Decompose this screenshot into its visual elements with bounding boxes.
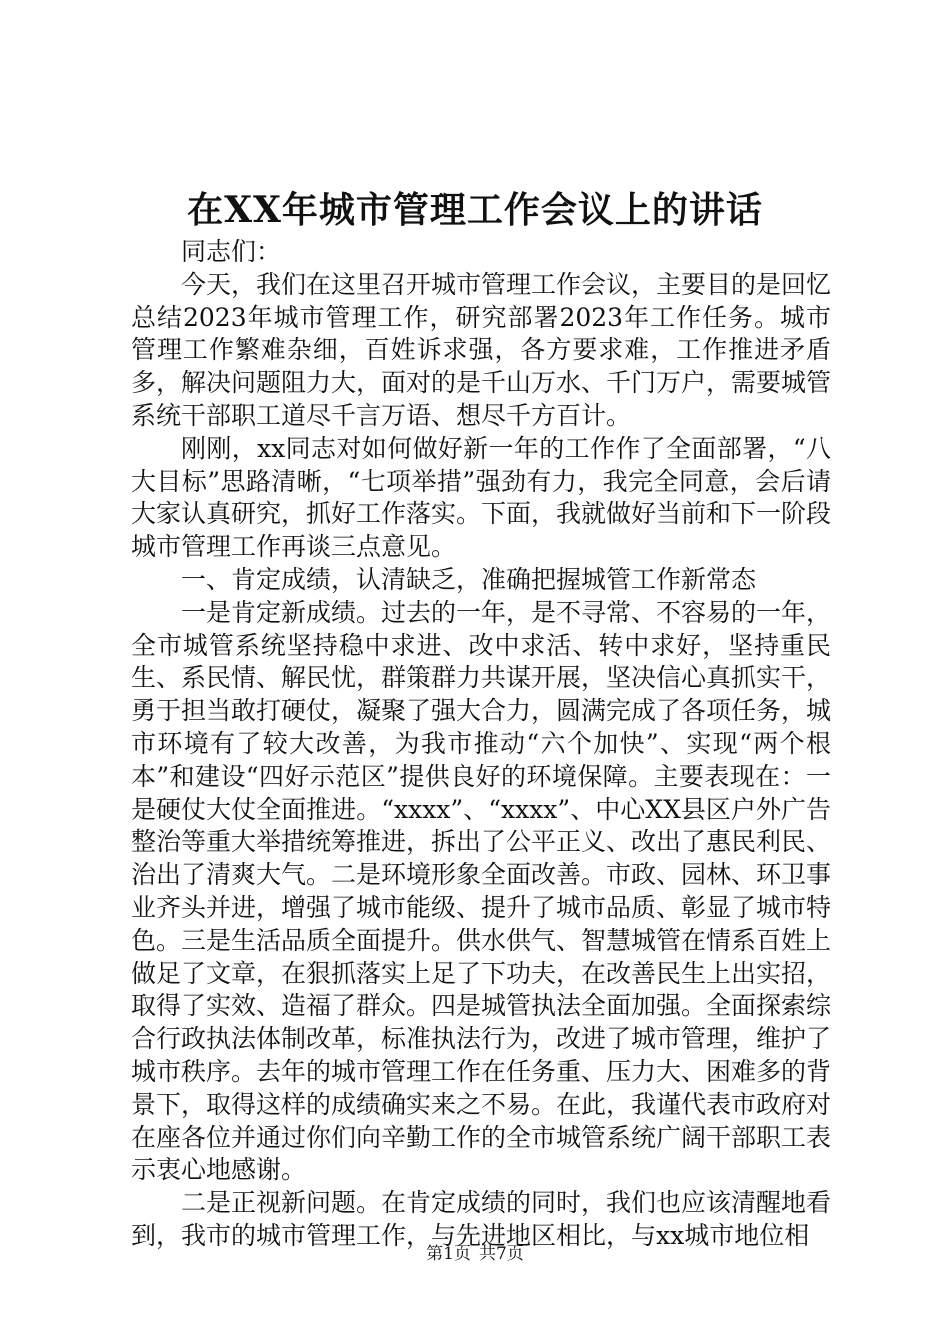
body-paragraph: 一是肯定新成绩。过去的一年，是不寻常、不容易的一年，全市城管系统坚持稳中求进、改中求活、转中求好，坚持重民生、系民情、解民忧，群策群力共谋开展，坚决信心真抓实干，勇于担当敢打硬仗，凝聚了强大合力，圆满完成了各项任务，城市环境有了较大改善，为我市推动“六个加快”、实现“两个根本”和建设“四好示范区”提供良好的环境保障。主要表现在：一是硬仗大仗全面推进。“xxxx”、“xxxx”、中心XX县区户外广告整治等重大举措统筹推进，拆出了公平正义、改出了惠民利民、治出了清爽大气。二是环境形象全面改善。市政、园林、环卫事业齐头并进，增强了城市能级、提升了城市品质、彰显了城市特色。三是生活品质全面提升。供水供气、智慧城管在情系百姓上做足了文章，在狠抓落实上足了下功夫，在改善民生上出实招，取得了实效、造福了群众。四是城管执法全面加强。全面探索综合行政执法体制改革，标准执法行为，改进了城市管理，维护了城市秩序。去年的城市管理工作在任务重、压力大、困难多的背景下，取得这样的成绩确实来之不易。在此，我谨代表市政府对在座各位并通过你们向辛勤工作的全市城管系统广阔干部职工表示衷心地感谢。 <box>131 597 832 1185</box>
document-title: 在XX年城市管理工作会议上的讲话 <box>187 189 763 231</box>
document-body <box>131 236 831 1253</box>
body-paragraph: 二是正视新问题。在肯定成绩的同时，我们也应该清醒地看到，我市的城市管理工作，与先进地区相比，与xx城市地位相 <box>131 1188 832 1250</box>
page-number: 第1页 <box>426 1244 471 1264</box>
body-paragraph: 今天，我们在这里召开城市管理工作会议，主要目的是回忆总结2023年城市管理工作，研究部署2023年工作任务。城市管理工作繁难杂细，百姓诉求强，各方要求难，工作推进矛盾多，解决问题阻力大，面对的是千山万水、千门万户，需要城管系统干部职工道尽千言万语、想尽千方百计。 <box>131 269 832 430</box>
page-footer <box>0 1242 950 1266</box>
body-paragraph: 刚刚，xx同志对如何做好新一年的工作作了全面部署，“八大目标”思路清晰，“七项举措”强劲有力，我完全同意，会后请大家认真研究，抓好工作落实。下面，我就做好当前和下一阶段城市管理工作再谈三点意见。 <box>131 433 832 562</box>
page-total: 共7页 <box>479 1244 524 1264</box>
salutation-paragraph: 同志们： <box>181 237 282 266</box>
section-heading: 一、肯定成绩，认清缺乏，准确把握城管工作新常态 <box>181 564 757 594</box>
